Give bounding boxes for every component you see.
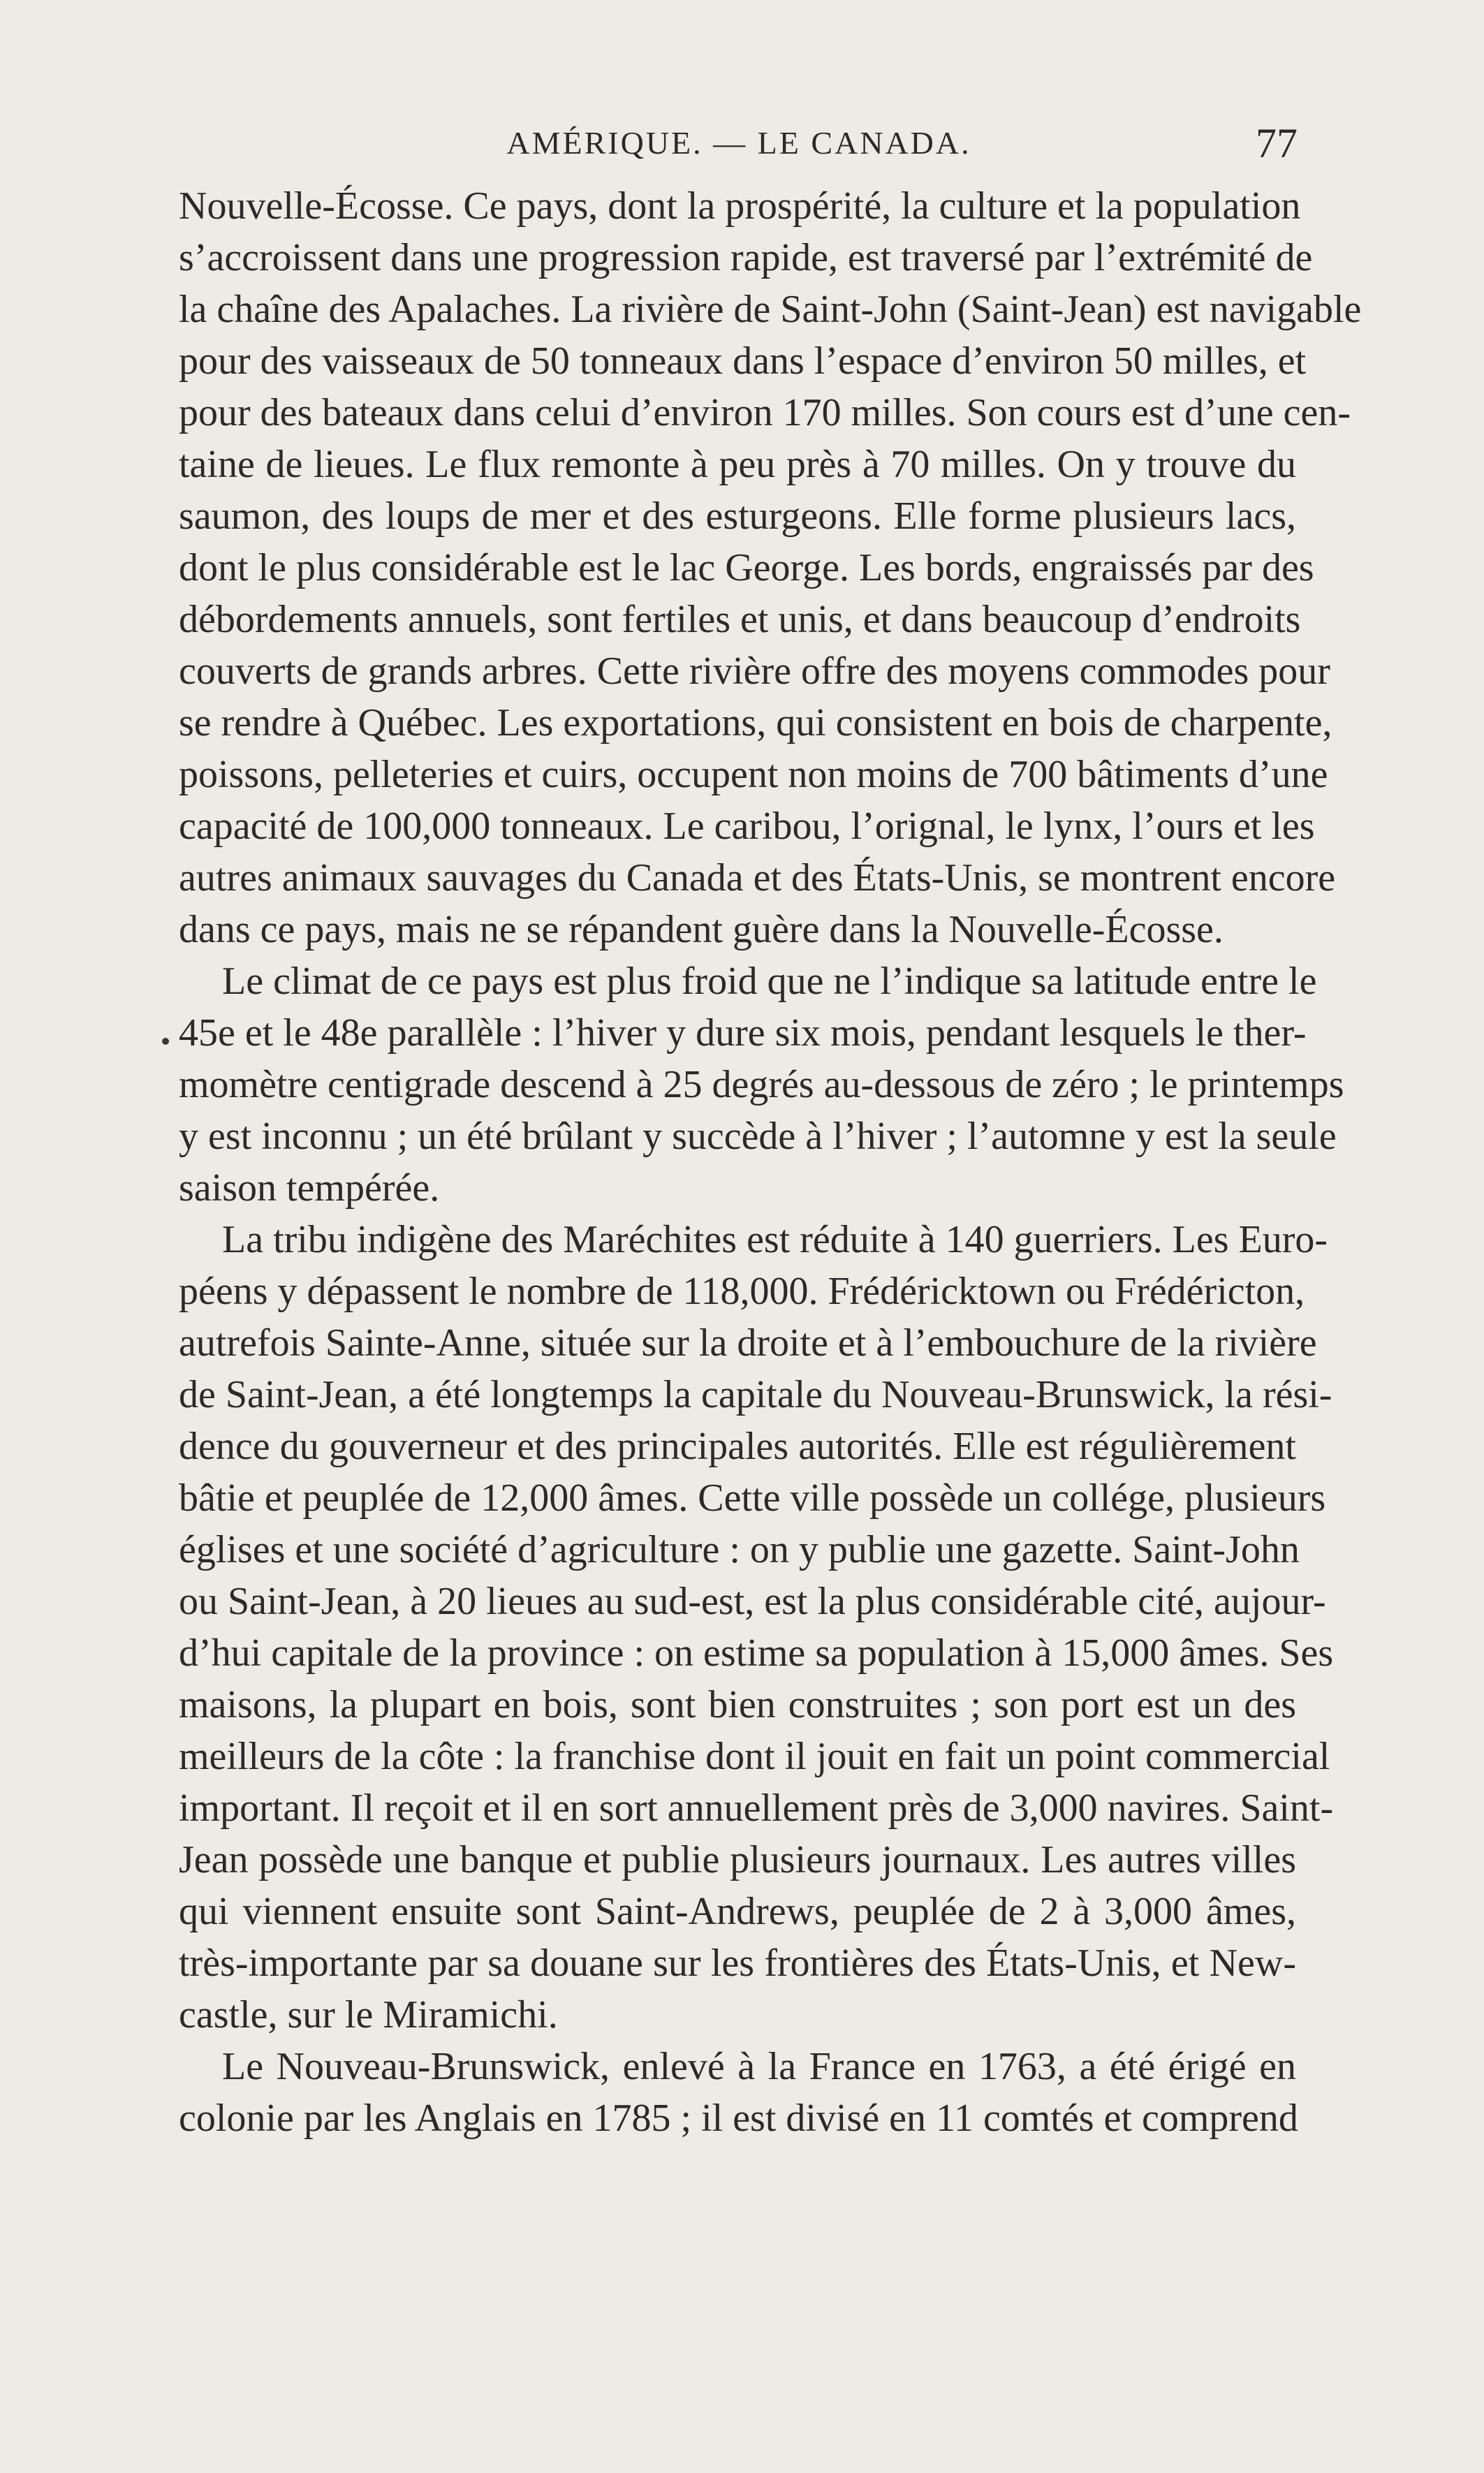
text-line: taine de lieues. Le flux remonte à peu près à 70 milles. On y trouve du xyxy=(179,443,1296,486)
text-line: maisons, la plupart en bois, sont bien construites ; son port est un des xyxy=(179,1683,1296,1726)
text-line: meilleurs de la côte : la franchise dont il jouit en fait un point commercial xyxy=(179,1735,1330,1778)
text-line: qui viennent ensuite sont Saint-Andrews, peuplée de 2 à 3,000 âmes, xyxy=(179,1890,1296,1933)
text-line: pour des bateaux dans celui d’environ 170 milles. Son cours est d’une cen- xyxy=(179,391,1351,434)
text-line: y est inconnu ; un été brûlant y succède à l’hiver ; l’automne y est la seule xyxy=(179,1115,1337,1158)
text-line: de Saint-Jean, a été longtemps la capitale du Nouveau-Brunswick, la rési- xyxy=(179,1373,1332,1416)
text-line: se rendre à Québec. Les exportations, qui consistent en bois de charpente, xyxy=(179,701,1332,744)
text-line: autres animaux sauvages du Canada et des États-Unis, se montrent encore xyxy=(179,856,1336,900)
margin-dot-mark xyxy=(162,1038,169,1045)
text-line: dont le plus considérable est le lac George. Les bords, engraissés par des xyxy=(179,546,1314,589)
text-line: dence du gouverneur et des principales autorités. Elle est régulièrement xyxy=(179,1425,1296,1468)
text-line: églises et une société d’agriculture : on y publie une gazette. Saint-John xyxy=(179,1528,1300,1571)
text-line: couverts de grands arbres. Cette rivière offre des moyens commodes pour xyxy=(179,650,1330,693)
body-text xyxy=(179,180,1362,2144)
text-line: très-importante par sa douane sur les frontières des États-Unis, et New- xyxy=(179,1942,1296,1985)
text-line: Nouvelle-Écosse. Ce pays, dont la prospérité, la culture et la population xyxy=(179,184,1301,228)
text-line: saison tempérée. xyxy=(179,1166,440,1210)
text-line: La tribu indigène des Maréchites est réduite à 140 guerriers. Les Euro- xyxy=(222,1218,1328,1261)
text-line: pour des vaisseaux de 50 tonneaux dans l’espace d’environ 50 milles, et xyxy=(179,339,1307,383)
text-line: dans ce pays, mais ne se répandent guère dans la Nouvelle-Écosse. xyxy=(179,908,1224,951)
text-line: Jean possède une banque et publie plusieurs journaux. Les autres villes xyxy=(179,1838,1296,1881)
text-line: Le Nouveau-Brunswick, enlevé à la France en 1763, a été érigé en xyxy=(222,2045,1296,2088)
text-line: poissons, pelleteries et cuirs, occupent non moins de 700 bâtiments d’une xyxy=(179,753,1328,796)
text-line: important. Il reçoit et il en sort annuellement près de 3,000 navires. Saint- xyxy=(179,1786,1334,1830)
text-line: castle, sur le Miramichi. xyxy=(179,1993,558,2037)
text-line: Le climat de ce pays est plus froid que ne l’indique sa latitude entre le xyxy=(222,960,1317,1003)
text-line: débordements annuels, sont fertiles et unis, et dans beaucoup d’endroits xyxy=(179,598,1301,641)
text-line: momètre centigrade descend à 25 degrés au-dessous de zéro ; le printemps xyxy=(179,1063,1344,1106)
text-line: 45e et le 48e parallèle : l’hiver y dure six mois, pendant lesquels le ther- xyxy=(179,1011,1307,1055)
text-line: d’hui capitale de la province : on estime sa population à 15,000 âmes. Ses xyxy=(179,1631,1334,1675)
text-line: bâtie et peuplée de 12,000 âmes. Cette ville possède un collége, plusieurs xyxy=(179,1476,1326,1520)
page-number: 77 xyxy=(1256,120,1298,166)
text-line: la chaîne des Apalaches. La rivière de Saint-John (Saint-Jean) est navigable xyxy=(179,288,1362,331)
text-line: saumon, des loups de mer et des esturgeons. Elle forme plusieurs lacs, xyxy=(179,494,1296,538)
running-head: AMÉRIQUE. — LE CANADA. xyxy=(506,125,971,161)
text-line: colonie par les Anglais en 1785 ; il est divisé en 11 comtés et comprend xyxy=(179,2097,1298,2140)
text-line: autrefois Sainte-Anne, située sur la droite et à l’embouchure de la rivière xyxy=(179,1321,1317,1365)
text-line: s’accroissent dans une progression rapide, est traversé par l’extrémité de xyxy=(179,236,1313,279)
page-header xyxy=(180,119,1298,168)
text-line: péens y dépassent le nombre de 118,000. Frédéricktown ou Frédéricton, xyxy=(179,1270,1305,1313)
text-line: capacité de 100,000 tonneaux. Le caribou, l’orignal, le lynx, l’ours et les xyxy=(179,805,1315,848)
text-line: ou Saint-Jean, à 20 lieues au sud-est, est la plus considérable cité, aujour- xyxy=(179,1580,1326,1623)
